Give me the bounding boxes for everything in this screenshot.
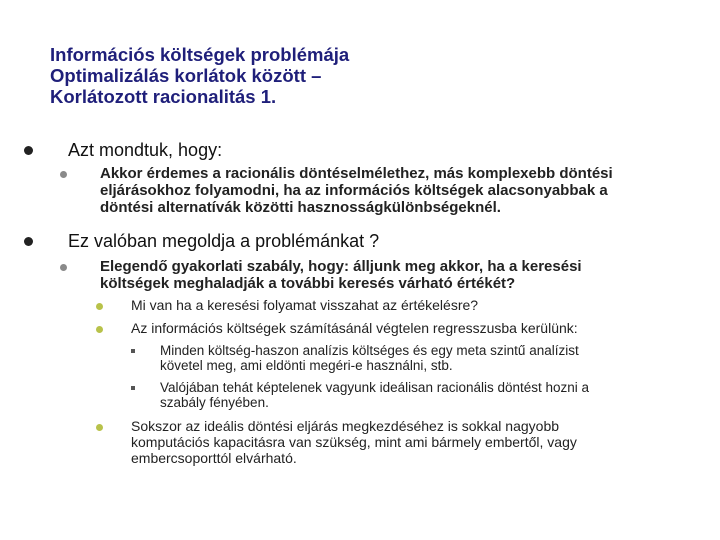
bullet-dot-icon [96,326,103,333]
bullet-azt-mondtuk: Azt mondtuk, hogy: [68,140,223,160]
square-bullet-icon [131,349,135,353]
title-line-3: Korlátozott racionalitás 1. [50,86,277,107]
slide-title [50,44,670,107]
text-line: Sokszor az ideális döntési eljárás megkezdéséhez is sokkal nagyobb [131,418,560,434]
text-line: komputációs kapacitásra van szükség, mint ami bármely embertől, vagy [131,434,577,450]
bullet-dot-icon [60,264,67,271]
bullet-kepetlenek-vagyunk [160,380,589,410]
text-line: szabály fényében. [160,395,269,410]
text-line: költségek meghaladják a további keresés várható értékét? [100,275,516,292]
text-line: embercsoporttól elvárható. [131,450,297,466]
bullet-ez-valoban: Ez valóban megoldja a problémánkat ? [68,231,380,251]
bullet-dot-icon [60,171,67,178]
text-line: Akkor érdemes a racionális döntéselmélethez, más komplexebb döntési [100,165,613,182]
text-line: Elegendő gyakorlati szabály, hogy: álljunk meg akkor, ha a keresési [100,258,582,275]
square-bullet-icon [131,386,135,390]
text-line: követel meg, ami eldönti megéri-e használni, stb. [160,358,453,373]
title-line-2: Optimalizálás korlátok között – [50,65,322,86]
text-line: eljárásokhoz folyamodni, ha az információs költségek alacsonyabbak a [100,182,608,199]
bullet-dot-icon [96,303,103,310]
title-line-1: Információs költségek problémája [50,44,350,65]
bullet-keresesi-folyamat: Mi van ha a keresési folyamat visszahat az értékelésre? [131,297,479,313]
bullet-dot-icon [96,424,103,431]
bullet-dot-icon [24,146,33,155]
bullet-vegtelen-regresszus: Az információs költségek számításánál végtelen regresszusba kerülünk: [131,320,578,336]
bullet-akkor-erdemes [100,165,613,216]
bullet-komputacios-kapacitas [131,418,577,466]
bullet-elegendo-szabaly [100,258,582,292]
bullet-koltseg-haszon [160,343,579,373]
bullet-dot-icon [24,237,33,246]
text-line: Valójában tehát képtelenek vagyunk ideálisan racionális döntést hozni a [160,380,590,395]
text-line: Minden költség-haszon analízis költséges és egy meta szintű analízist [160,343,579,358]
text-line: döntési alternatívák közötti hasznosságkülönbségeknél. [100,199,501,216]
